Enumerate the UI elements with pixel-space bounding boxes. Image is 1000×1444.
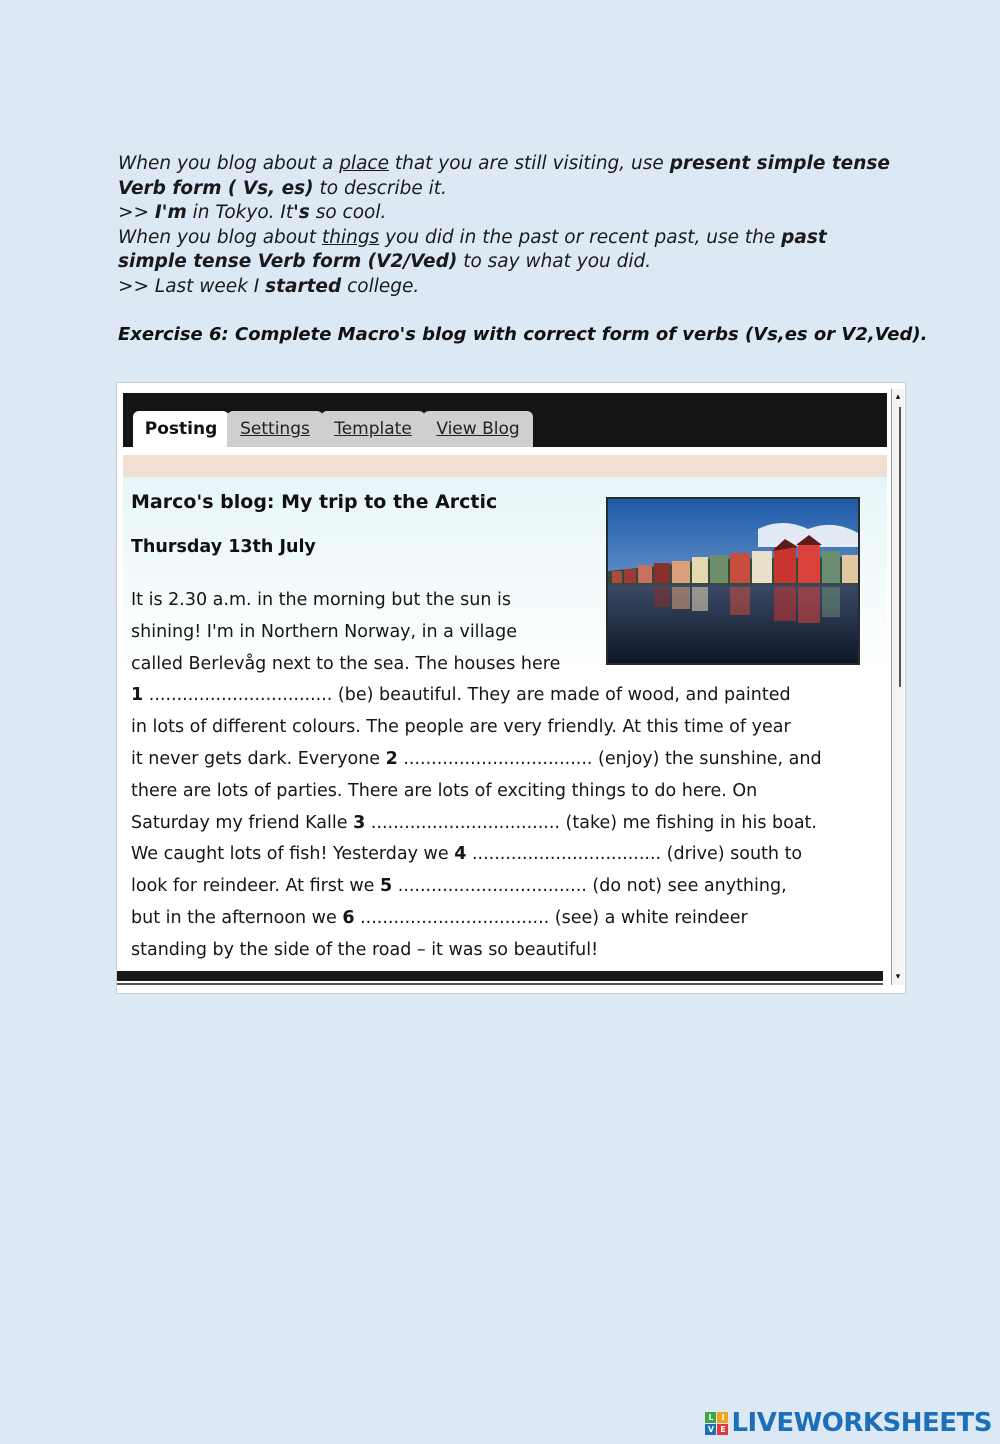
text: there are lots of parties. There are lots of exciting things to do here. On (131, 780, 758, 801)
blog-line-6 (131, 744, 881, 776)
text: standing by the side of the road – it was so beautiful! (131, 939, 599, 960)
gap-number-3: 3 (353, 812, 366, 833)
gap-4-blank[interactable]: .................................. (drive) south to (466, 844, 803, 865)
gap-6-blank[interactable]: .................................. (see) a white reindeer (354, 907, 748, 928)
blog-line-1 (131, 585, 881, 617)
tab-bar (123, 393, 887, 447)
text: It is 2.30 a.m. in the morning but the sun is (131, 590, 512, 610)
text: We caught lots of fish! Yesterday we (131, 844, 455, 865)
text: so cool. (309, 202, 387, 223)
logo-text: LIVEWORKSHEETS (731, 1408, 992, 1438)
logo-mark-letter: V (705, 1424, 716, 1435)
blog-body (131, 585, 881, 967)
text: look for reindeer. At first we (131, 876, 380, 897)
text: Saturday my friend Kalle (131, 812, 354, 833)
text: When you blog about (118, 226, 322, 248)
blog-line-9 (131, 839, 881, 871)
instruction-line-2 (118, 177, 918, 202)
bold-term-verb-form: Verb form ( Vs, es) (118, 177, 314, 199)
scroll-down-arrow-icon[interactable]: ▾ (895, 972, 901, 982)
blog-line-10 (131, 871, 881, 903)
bold-example: I'm (154, 202, 187, 223)
gap-number-5: 5 (379, 876, 393, 897)
bold-example: started (265, 275, 342, 297)
blog-date: Thursday 13th July (131, 537, 316, 557)
gap-5-blank[interactable]: .................................. (do not) see anything, (392, 876, 787, 897)
blog-line-4 (131, 680, 881, 712)
blog-title: Marco's blog: My trip to the Arctic (131, 491, 498, 513)
logo-mark-icon (705, 1412, 728, 1435)
header-band (123, 455, 887, 477)
example-line-2 (118, 275, 918, 300)
window-bottom-border (117, 983, 883, 985)
scroll-up-arrow-icon[interactable]: ▴ (895, 392, 901, 402)
text: in Tokyo. It (186, 202, 294, 223)
logo-mark-letter: E (717, 1424, 728, 1435)
blog-line-11 (131, 903, 881, 935)
text: it never gets dark. Everyone (131, 748, 386, 769)
gap-1-blank[interactable]: ................................. (be) beautiful. They are made of wood, and painted (143, 685, 791, 706)
text: shining! I'm in Northern Norway, in a village (131, 621, 518, 642)
exercise-title: Exercise 6: Complete Macro's blog with correct form of verbs (Vs,es or V2,Ved). (118, 324, 928, 345)
gap-3-blank[interactable]: .................................. (take) me fishing in his boat. (365, 812, 817, 833)
gap-2-blank[interactable]: .................................. (enjoy) the sunshine, and (397, 748, 822, 769)
bold-example: 's (293, 202, 310, 223)
underlined-word-place: place (339, 153, 389, 174)
tab-posting[interactable]: Posting (133, 411, 229, 447)
blog-line-12 (131, 935, 881, 967)
underlined-word-things: things (321, 226, 380, 248)
bold-term-past: past (781, 226, 827, 248)
text: college. (341, 275, 420, 297)
grammar-instructions (118, 152, 918, 299)
gap-number-4: 4 (454, 844, 467, 865)
bold-term-present-simple: present simple tense (669, 153, 890, 174)
blog-line-2 (131, 617, 881, 649)
blog-window (116, 382, 906, 994)
instruction-line-4 (118, 250, 918, 275)
gap-number-2: 2 (385, 748, 398, 769)
text: you did in the past or recent past, use the (379, 226, 782, 248)
instruction-line-1 (118, 152, 918, 177)
gap-number-6: 6 (342, 907, 355, 928)
text: called Berlevåg next to the sea. The houses here (131, 653, 561, 674)
text: that you are still visiting, use (388, 153, 670, 174)
logo-mark-letter: I (717, 1412, 728, 1423)
scroll-thumb[interactable] (894, 407, 901, 687)
tab-settings[interactable]: Settings (227, 411, 323, 447)
text: >> (118, 202, 155, 223)
logo-mark-letter: L (705, 1412, 716, 1423)
window-bottom-bar (117, 971, 883, 981)
text: >> Last week I (118, 275, 266, 297)
example-line-1 (118, 201, 918, 226)
tab-view-blog[interactable]: View Blog (423, 411, 533, 447)
blog-line-7 (131, 776, 881, 808)
text: When you blog about a (118, 153, 340, 174)
liveworksheets-logo (705, 1406, 992, 1440)
tab-template[interactable]: Template (321, 411, 425, 447)
text: in lots of different colours. The people are very friendly. At this time of year (131, 717, 791, 738)
text: to say what you did. (457, 251, 652, 272)
bold-term-past-simple: simple tense Verb form (V2/Ved) (118, 251, 458, 272)
text: to describe it. (313, 177, 447, 199)
blog-line-8 (131, 808, 881, 840)
blog-line-3 (131, 649, 881, 681)
vertical-scrollbar[interactable] (891, 389, 904, 985)
blog-line-5 (131, 712, 881, 744)
instruction-line-3 (118, 226, 918, 251)
gap-number-1: 1 (131, 685, 144, 706)
text: but in the afternoon we (131, 907, 343, 928)
